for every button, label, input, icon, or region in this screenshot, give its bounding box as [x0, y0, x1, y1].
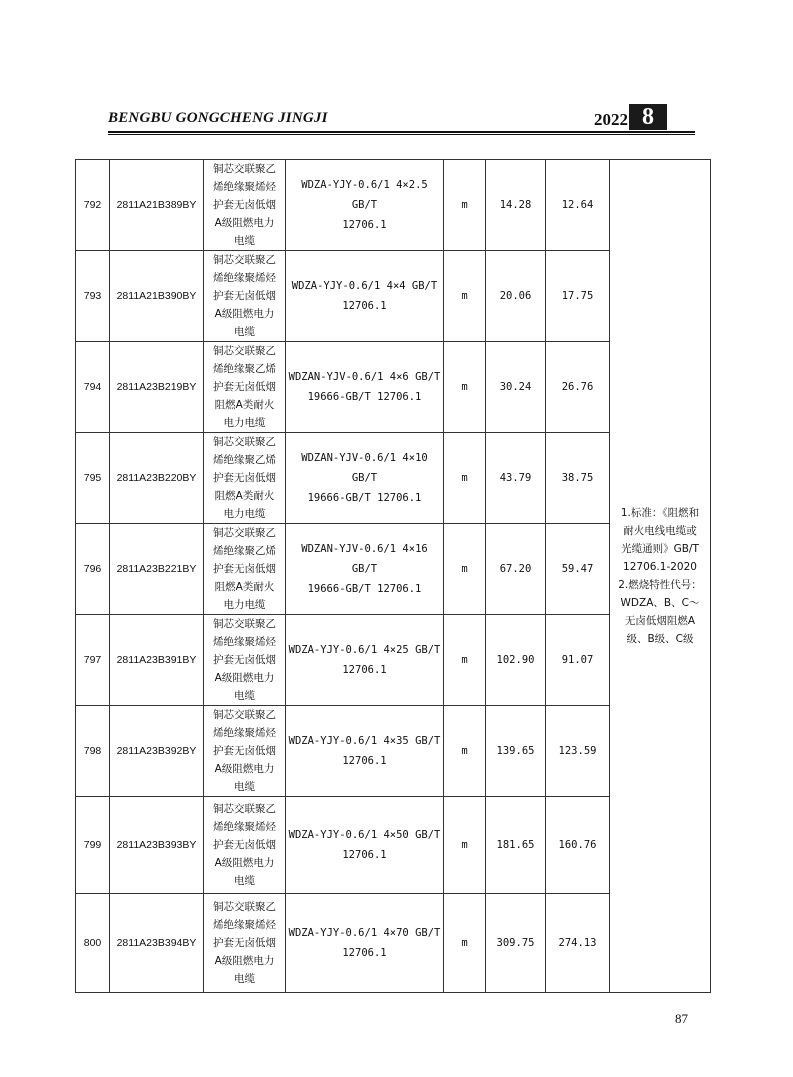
- item-name-line: A级阻燃电力: [214, 857, 275, 869]
- item-code-cell: 2811A21B389BY: [110, 160, 204, 251]
- item-model-line: WDZA-YJY-0.6/1 4×4 GB/T: [291, 280, 438, 292]
- price-incl-tax-cell: 67.20: [486, 524, 546, 615]
- item-model-cell: [286, 797, 444, 894]
- issue-year: 2022: [594, 110, 628, 129]
- item-name-line: 烯绝缘聚乙烯: [213, 454, 276, 466]
- item-name-line: 铜芯交联聚乙: [213, 163, 276, 175]
- item-name-cell: [204, 524, 286, 615]
- price-excl-tax-cell: 17.75: [546, 251, 610, 342]
- item-model-cell: [286, 342, 444, 433]
- remarks-line: 级、B级、C级: [626, 633, 694, 645]
- item-model-line: 12706.1: [342, 664, 387, 676]
- item-code-cell: 2811A23B219BY: [110, 342, 204, 433]
- item-code-cell: 2811A23B393BY: [110, 797, 204, 894]
- item-name-line: 护套无卤低烟: [213, 563, 276, 575]
- item-name-line: 铜芯交联聚乙: [213, 901, 276, 913]
- price-excl-tax-cell: 123.59: [546, 706, 610, 797]
- price-incl-tax-cell: 14.28: [486, 160, 546, 251]
- item-name-line: 电力电缆: [223, 599, 266, 611]
- unit-cell: m: [444, 342, 486, 433]
- item-name-line: A级阻燃电力: [214, 672, 275, 684]
- item-code-cell: 2811A23B220BY: [110, 433, 204, 524]
- item-model-line: WDZA-YJY-0.6/1 4×50 GB/T: [288, 829, 441, 841]
- price-incl-tax-cell: 102.90: [486, 615, 546, 706]
- item-name-line: 护套无卤低烟: [213, 654, 276, 666]
- item-model-line: 12706.1: [342, 300, 387, 312]
- item-model-line: 12706.1: [342, 849, 387, 861]
- item-model-cell: [286, 160, 444, 251]
- item-name-line: 阻燃A类耐火: [214, 399, 275, 411]
- item-model-cell: [286, 433, 444, 524]
- remarks-line: 无卤低烟阻燃A: [624, 615, 696, 627]
- item-name-line: 铜芯交联聚乙: [213, 618, 276, 630]
- price-excl-tax-cell: 38.75: [546, 433, 610, 524]
- unit-cell: m: [444, 894, 486, 993]
- item-name-line: 电缆: [234, 875, 255, 887]
- item-name-line: 电缆: [234, 235, 255, 247]
- item-name-line: 铜芯交联聚乙: [213, 803, 276, 815]
- item-code-cell: 2811A21B390BY: [110, 251, 204, 342]
- item-model-line: 12706.1: [342, 219, 387, 231]
- item-code-cell: 2811A23B394BY: [110, 894, 204, 993]
- item-name-line: A级阻燃电力: [214, 955, 275, 967]
- item-model-line: WDZA-YJY-0.6/1 4×2.5 GB/T: [301, 179, 428, 211]
- item-number-cell: 797: [76, 615, 110, 706]
- price-incl-tax-cell: 139.65: [486, 706, 546, 797]
- price-incl-tax-cell: 309.75: [486, 894, 546, 993]
- item-name-line: 烯绝缘聚烯烃: [213, 636, 276, 648]
- item-name-line: 护套无卤低烟: [213, 290, 276, 302]
- item-name-line: 护套无卤低烟: [213, 199, 276, 211]
- item-number-cell: 796: [76, 524, 110, 615]
- item-name-line: A级阻燃电力: [214, 763, 275, 775]
- item-name-cell: [204, 251, 286, 342]
- item-name-line: 阻燃A类耐火: [214, 490, 275, 502]
- item-model-line: WDZAN-YJV-0.6/1 4×16 GB/T: [301, 543, 428, 575]
- item-model-cell: [286, 894, 444, 993]
- item-name-line: 阻燃A类耐火: [214, 581, 275, 593]
- item-model-line: 12706.1: [342, 947, 387, 959]
- item-model-cell: [286, 706, 444, 797]
- item-model-line: WDZA-YJY-0.6/1 4×35 GB/T: [288, 735, 441, 747]
- remarks-line: 耐火电线电缆或: [623, 525, 697, 537]
- item-name-line: 烯绝缘聚乙烯: [213, 545, 276, 557]
- item-name-line: 电缆: [234, 326, 255, 338]
- page-number: 87: [675, 1011, 688, 1026]
- item-name-cell: [204, 160, 286, 251]
- item-model-line: 19666-GB/T 12706.1: [307, 492, 422, 504]
- item-name-line: 烯绝缘聚烯烃: [213, 272, 276, 284]
- header-rule-thin: [108, 134, 695, 135]
- item-name-cell: [204, 342, 286, 433]
- unit-cell: m: [444, 433, 486, 524]
- item-number-cell: 794: [76, 342, 110, 433]
- remarks-line: 2.燃烧特性代号：: [618, 579, 702, 591]
- item-number-cell: 798: [76, 706, 110, 797]
- item-name-line: 铜芯交联聚乙: [213, 345, 276, 357]
- item-name-line: 电力电缆: [223, 417, 266, 429]
- item-name-cell: [204, 706, 286, 797]
- unit-cell: m: [444, 797, 486, 894]
- item-name-line: 电缆: [234, 690, 255, 702]
- item-name-cell: [204, 797, 286, 894]
- item-code-cell: 2811A23B391BY: [110, 615, 204, 706]
- item-name-line: 护套无卤低烟: [213, 472, 276, 484]
- item-name-line: 铜芯交联聚乙: [213, 527, 276, 539]
- remarks-line: 1.标准：《阻燃和: [620, 507, 700, 519]
- item-name-line: A级阻燃电力: [214, 308, 275, 320]
- price-table: [75, 159, 711, 993]
- price-excl-tax-cell: 59.47: [546, 524, 610, 615]
- item-name-cell: [204, 433, 286, 524]
- item-name-line: 护套无卤低烟: [213, 839, 276, 851]
- price-incl-tax-cell: 43.79: [486, 433, 546, 524]
- item-model-line: 19666-GB/T 12706.1: [307, 583, 422, 595]
- item-name-line: 铜芯交联聚乙: [213, 436, 276, 448]
- item-name-line: 烯绝缘聚烯烃: [213, 181, 276, 193]
- item-number-cell: 800: [76, 894, 110, 993]
- unit-cell: m: [444, 160, 486, 251]
- item-name-line: 护套无卤低烟: [213, 745, 276, 757]
- price-excl-tax-cell: 274.13: [546, 894, 610, 993]
- item-model-line: WDZA-YJY-0.6/1 4×25 GB/T: [288, 644, 441, 656]
- item-model-cell: [286, 524, 444, 615]
- price-excl-tax-cell: 12.64: [546, 160, 610, 251]
- item-name-line: A级阻燃电力: [214, 217, 275, 229]
- remarks-line: WDZA、B、C～: [620, 597, 700, 609]
- price-excl-tax-cell: 26.76: [546, 342, 610, 433]
- item-name-line: 铜芯交联聚乙: [213, 709, 276, 721]
- unit-cell: m: [444, 706, 486, 797]
- item-code-cell: 2811A23B392BY: [110, 706, 204, 797]
- item-number-cell: 795: [76, 433, 110, 524]
- item-name-line: 护套无卤低烟: [213, 381, 276, 393]
- item-name-line: 铜芯交联聚乙: [213, 254, 276, 266]
- issue-number-badge: 8: [629, 104, 667, 130]
- remarks-cell: [610, 160, 711, 993]
- price-excl-tax-cell: 91.07: [546, 615, 610, 706]
- item-name-line: 烯绝缘聚乙烯: [213, 363, 276, 375]
- unit-cell: m: [444, 251, 486, 342]
- item-name-line: 烯绝缘聚烯烃: [213, 727, 276, 739]
- item-model-line: WDZAN-YJV-0.6/1 4×10 GB/T: [301, 452, 428, 484]
- item-model-line: 19666-GB/T 12706.1: [307, 391, 422, 403]
- item-number-cell: 799: [76, 797, 110, 894]
- item-code-cell: 2811A23B221BY: [110, 524, 204, 615]
- item-number-cell: 793: [76, 251, 110, 342]
- item-model-cell: [286, 251, 444, 342]
- item-model-line: 12706.1: [342, 755, 387, 767]
- price-incl-tax-cell: 20.06: [486, 251, 546, 342]
- journal-title: BENGBU GONGCHENG JINGJI: [108, 110, 328, 126]
- item-name-line: 烯绝缘聚烯烃: [213, 821, 276, 833]
- item-number-cell: 792: [76, 160, 110, 251]
- remarks-line: 光缆通则》GB/T: [621, 543, 699, 555]
- price-incl-tax-cell: 181.65: [486, 797, 546, 894]
- price-excl-tax-cell: 160.76: [546, 797, 610, 894]
- item-name-line: 电缆: [234, 973, 255, 985]
- item-name-line: 电力电缆: [223, 508, 266, 520]
- item-name-cell: [204, 615, 286, 706]
- table-row: [76, 160, 711, 251]
- item-model-line: WDZA-YJY-0.6/1 4×70 GB/T: [288, 927, 441, 939]
- item-name-line: 电缆: [234, 781, 255, 793]
- unit-cell: m: [444, 615, 486, 706]
- item-name-line: 护套无卤低烟: [213, 937, 276, 949]
- item-model-line: WDZAN-YJV-0.6/1 4×6 GB/T: [288, 371, 441, 383]
- remarks-line: 12706.1-2020: [623, 561, 697, 573]
- unit-cell: m: [444, 524, 486, 615]
- item-name-line: 烯绝缘聚烯烃: [213, 919, 276, 931]
- item-name-cell: [204, 894, 286, 993]
- price-incl-tax-cell: 30.24: [486, 342, 546, 433]
- item-model-cell: [286, 615, 444, 706]
- header-rule: [108, 131, 695, 133]
